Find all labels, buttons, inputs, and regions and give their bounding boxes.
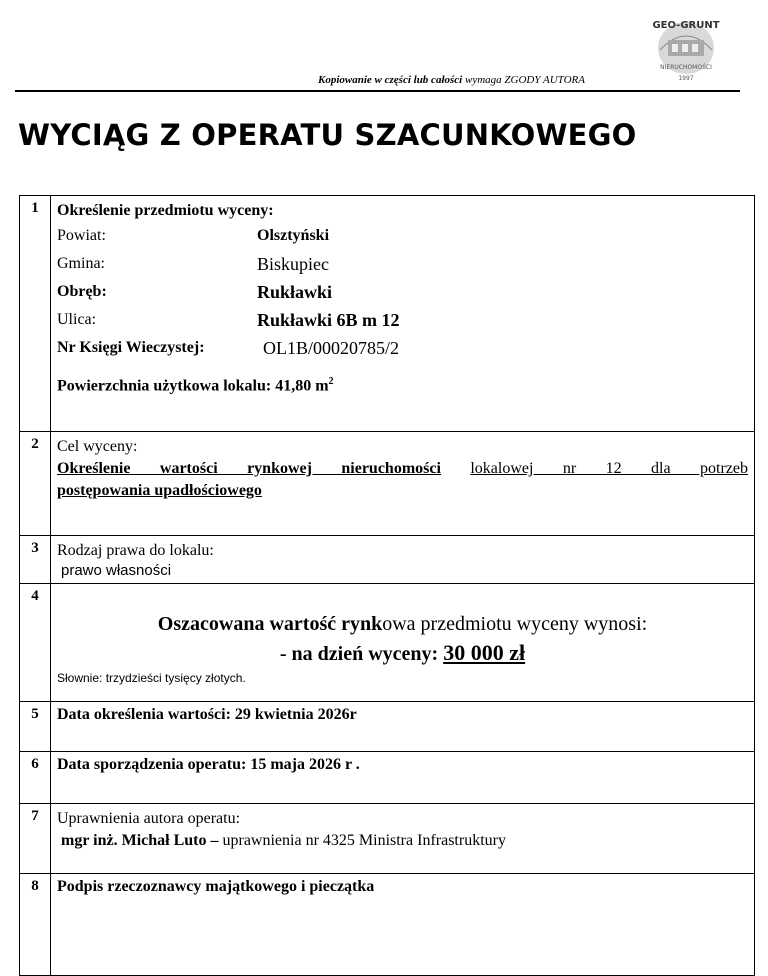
powiat-row	[57, 222, 748, 250]
right-type-heading: Rodzaj prawa do lokalu:	[57, 542, 214, 559]
value-statement	[57, 610, 748, 638]
gmina-value: Biskupiec	[257, 254, 329, 274]
row-content	[51, 752, 755, 804]
document-title: WYCIĄG Z OPERATU SZACUNKOWEGO	[18, 118, 637, 152]
table-row	[20, 702, 755, 752]
value-amount: 30 000 zł	[443, 640, 526, 665]
purpose-line-2: postępowania upadłościowego	[57, 482, 262, 499]
table-row	[20, 752, 755, 804]
valuation-date-label: Data określenia wartości:	[57, 706, 231, 723]
kw-label: Nr Księgi Wieczystej:	[57, 339, 205, 356]
purpose-line-1	[57, 458, 748, 480]
purpose-line-1-bold: Określenie wartości rynkowej nieruchomości	[57, 460, 441, 477]
value-statement-rest: owa przedmiotu wyceny wynosi:	[382, 613, 648, 635]
table-row	[20, 584, 755, 702]
purpose-line-1-rest: lokalowej nr 12 dla potrzeb	[470, 460, 748, 477]
kw-row	[57, 334, 748, 362]
kw-value: OL1B/00020785/2	[263, 338, 400, 358]
ulica-row	[57, 306, 748, 334]
subject-heading: Określenie przedmiotu wyceny:	[57, 202, 274, 219]
right-type-value: prawo własności	[61, 562, 172, 579]
row-number: 4	[20, 584, 51, 702]
purpose-heading: Cel wyceny:	[57, 438, 138, 455]
copyright-note	[318, 74, 585, 86]
obreb-row	[57, 278, 748, 306]
row-number: 7	[20, 804, 51, 874]
report-date-value: 15 maja 2026 r .	[250, 756, 360, 773]
author-line	[57, 830, 748, 852]
row-content	[51, 804, 755, 874]
copyright-note-bold: Kopiowanie w części lub całości	[318, 74, 463, 86]
row-content	[51, 584, 755, 702]
row-number: 6	[20, 752, 51, 804]
gmina-label: Gmina:	[57, 255, 105, 272]
area-unit-sup: 2	[328, 376, 334, 387]
author-name: mgr inż. Michał Luto –	[61, 832, 219, 849]
geo-grunt-logo	[638, 14, 734, 86]
gmina-row	[57, 250, 748, 278]
powiat-value: Olsztyński	[257, 227, 330, 244]
copyright-note-rest: wymaga ZGODY AUTORA	[464, 74, 585, 86]
row-number: 1	[20, 196, 51, 432]
header-rule	[15, 90, 740, 92]
obreb-label: Obręb:	[57, 283, 107, 300]
row-content	[51, 536, 755, 584]
row-number: 8	[20, 874, 51, 976]
table-row	[20, 874, 755, 976]
value-date-line	[57, 638, 748, 669]
obreb-value: Rukławki	[257, 282, 333, 302]
ulica-value: Rukławki 6B m 12	[257, 310, 400, 330]
table-row	[20, 432, 755, 536]
row-number: 3	[20, 536, 51, 584]
value-date-prefix: - na dzień wyceny:	[279, 643, 439, 665]
valuation-date-value: 29 kwietnia 2026r	[234, 706, 357, 723]
area-row	[57, 376, 748, 395]
powiat-label: Powiat:	[57, 227, 106, 244]
extract-table	[19, 195, 755, 976]
value-in-words: Słownie: trzydzieści tysięcy złotych.	[57, 671, 246, 685]
row-content	[51, 196, 755, 432]
author-heading: Uprawnienia autora operatu:	[57, 810, 241, 827]
table-row	[20, 196, 755, 432]
signature-heading: Podpis rzeczoznawcy majątkowego i pieczątka	[57, 878, 375, 895]
svg-text:NIERUCHOMOŚCI: NIERUCHOMOŚCI	[660, 64, 712, 71]
row-content	[51, 432, 755, 536]
area-value: 41,80 m	[275, 377, 329, 395]
row-number: 2	[20, 432, 51, 536]
table-row	[20, 536, 755, 584]
ulica-label: Ulica:	[57, 311, 97, 328]
row-content	[51, 874, 755, 976]
table-row	[20, 804, 755, 874]
report-date-label: Data sporządzenia operatu:	[57, 756, 247, 773]
row-content	[51, 702, 755, 752]
svg-text:1997: 1997	[678, 75, 694, 82]
value-statement-bold: Oszacowana wartość rynk	[157, 613, 383, 635]
row-number: 5	[20, 702, 51, 752]
svg-text:GEO-GRUNT: GEO-GRUNT	[652, 20, 720, 31]
author-rights: uprawnienia nr 4325 Ministra Infrastruktury	[222, 832, 506, 849]
area-label: Powierzchnia użytkowa lokalu:	[57, 377, 272, 395]
